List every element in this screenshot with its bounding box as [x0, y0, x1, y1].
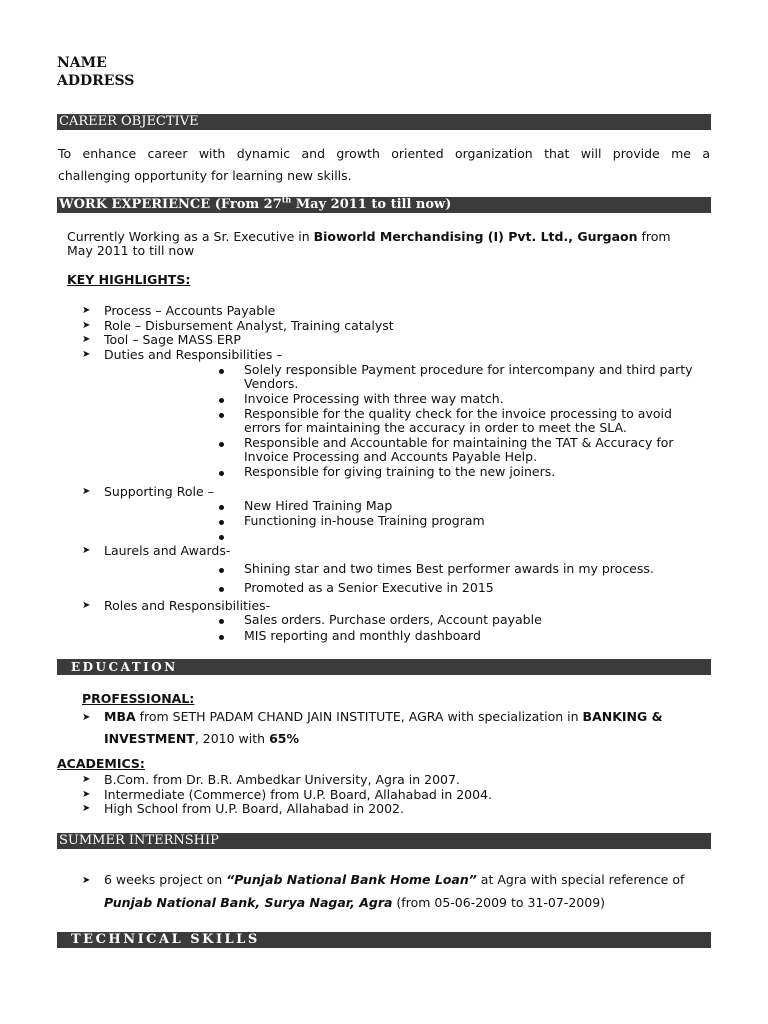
mba-line-2 [104, 731, 299, 746]
highlight-item: Role – Disbursement Analyst, Training catalyst [104, 318, 394, 333]
bullet-dot-icon [219, 635, 224, 640]
internship-bank: Punjab National Bank, Surya Nagar, Agra [104, 895, 393, 910]
bullet-dot-icon [219, 413, 224, 418]
arrow-bullet-icon: ➤ [82, 712, 91, 723]
duty-item: Invoice Processing with three way match. [244, 391, 504, 406]
mba-institute: from SETH PADAM CHAND JAIN INSTITUTE, AGRA with specialization in [135, 709, 583, 724]
internship-pre: 6 weeks project on [104, 872, 227, 887]
supporting-item: Functioning in-house Training program [244, 513, 485, 528]
arrow-bullet-icon: ➤ [82, 774, 91, 785]
key-highlights-title: KEY HIGHLIGHTS: [67, 272, 191, 287]
mba-degree: MBA [104, 709, 136, 724]
mba-line-1 [104, 709, 698, 724]
academics-item: High School from U.P. Board, Allahabad in 2002. [104, 801, 404, 816]
arrow-bullet-icon: ➤ [82, 545, 91, 556]
duty-item: Solely responsible Payment procedure for intercompany and third party [244, 362, 693, 377]
duty-item: Responsible and Accountable for maintaining the TAT & Accuracy for [244, 435, 674, 450]
highlight-item: Tool – Sage MASS ERP [104, 332, 241, 347]
arrow-bullet-icon: ➤ [82, 320, 91, 331]
arrow-bullet-icon: ➤ [82, 875, 91, 886]
mba-percentage: 65% [269, 731, 299, 746]
roles-item: MIS reporting and monthly dashboard [244, 628, 481, 643]
duty-item: Vendors. [244, 376, 299, 391]
arrow-bullet-icon: ➤ [82, 789, 91, 800]
resume-address: ADDRESS [57, 73, 135, 89]
duty-item: Responsible for the quality check for the invoice processing to avoid [244, 406, 672, 421]
bullet-dot-icon [219, 619, 224, 624]
roles-item: Sales orders. Purchase orders, Account payable [244, 612, 542, 627]
bullet-dot-icon [219, 568, 224, 573]
laurels-title: Laurels and Awards- [104, 543, 231, 558]
arrow-bullet-icon: ➤ [82, 486, 91, 497]
work-intro-company: Bioworld Merchandising (I) Pvt. Ltd., Gurgaon [313, 229, 638, 244]
bullet-dot-icon [219, 505, 224, 510]
mba-year: , 2010 with [194, 731, 270, 746]
internship-mid: at Agra with special reference of [476, 872, 685, 887]
bullet-dot-icon [219, 535, 224, 540]
laurels-item: Promoted as a Senior Executive in 2015 [244, 580, 494, 595]
academics-title: ACADEMICS: [57, 756, 145, 771]
highlight-item: Duties and Responsibilities – [104, 347, 283, 362]
mba-specialization-2: INVESTMENT [104, 731, 195, 746]
laurels-item: Shining star and two times Best performer awards in my process. [244, 561, 654, 576]
work-experience-header [57, 194, 711, 213]
bullet-dot-icon [219, 471, 224, 476]
mba-specialization-1: BANKING & [582, 709, 663, 724]
resume-name: NAME [57, 55, 107, 71]
duty-item: Responsible for giving training to the new joiners. [244, 464, 556, 479]
work-intro-post: from [637, 229, 671, 244]
internship-dates: (from 05-06-2009 to 31-07-2009) [392, 895, 606, 910]
arrow-bullet-icon: ➤ [82, 334, 91, 345]
summer-internship-header: SUMMER INTERNSHIP [57, 833, 711, 849]
bullet-dot-icon [219, 398, 224, 403]
work-intro-pre: Currently Working as a Sr. Executive in [67, 229, 314, 244]
professional-title: PROFESSIONAL: [82, 691, 195, 706]
career-objective-text-1: To enhance career with dynamic and growth oriented organization that will provide me a [58, 146, 710, 161]
internship-project: “Punjab National Bank Home Loan” [226, 872, 477, 887]
internship-line-2 [104, 895, 605, 910]
arrow-bullet-icon: ➤ [82, 305, 91, 316]
highlight-item: Process – Accounts Payable [104, 303, 276, 318]
education-header: EDUCATION [57, 659, 711, 675]
duty-item: Invoice Processing and Accounts Payable Help. [244, 449, 538, 464]
work-title-pre: WORK EXPERIENCE (From 27 [59, 197, 282, 212]
bullet-dot-icon [219, 587, 224, 592]
roles-title: Roles and Responsibilities- [104, 598, 271, 613]
work-intro-line-2: May 2011 to till now [67, 243, 195, 258]
supporting-item: New Hired Training Map [244, 498, 393, 513]
arrow-bullet-icon: ➤ [82, 349, 91, 360]
technical-skills-header: TECHNICAL SKILLS [57, 932, 711, 948]
career-objective-header: CAREER OBJECTIVE [57, 114, 711, 130]
academics-item: Intermediate (Commerce) from U.P. Board, Allahabad in 2004. [104, 787, 492, 802]
work-intro-line-1 [67, 229, 671, 244]
bullet-dot-icon [219, 369, 224, 374]
arrow-bullet-icon: ➤ [82, 803, 91, 814]
work-title-sup: th [281, 194, 292, 205]
academics-item: B.Com. from Dr. B.R. Ambedkar University, Agra in 2007. [104, 772, 460, 787]
bullet-dot-icon [219, 442, 224, 447]
supporting-role-title: Supporting Role – [104, 484, 214, 499]
bullet-dot-icon [219, 520, 224, 525]
duty-item: errors for maintaining the accuracy in order to meet the SLA. [244, 420, 627, 435]
career-objective-text-2: challenging opportunity for learning new skills. [58, 168, 352, 183]
arrow-bullet-icon: ➤ [82, 600, 91, 611]
internship-line-1 [104, 872, 684, 887]
work-title-post: May 2011 to till now) [291, 197, 452, 212]
